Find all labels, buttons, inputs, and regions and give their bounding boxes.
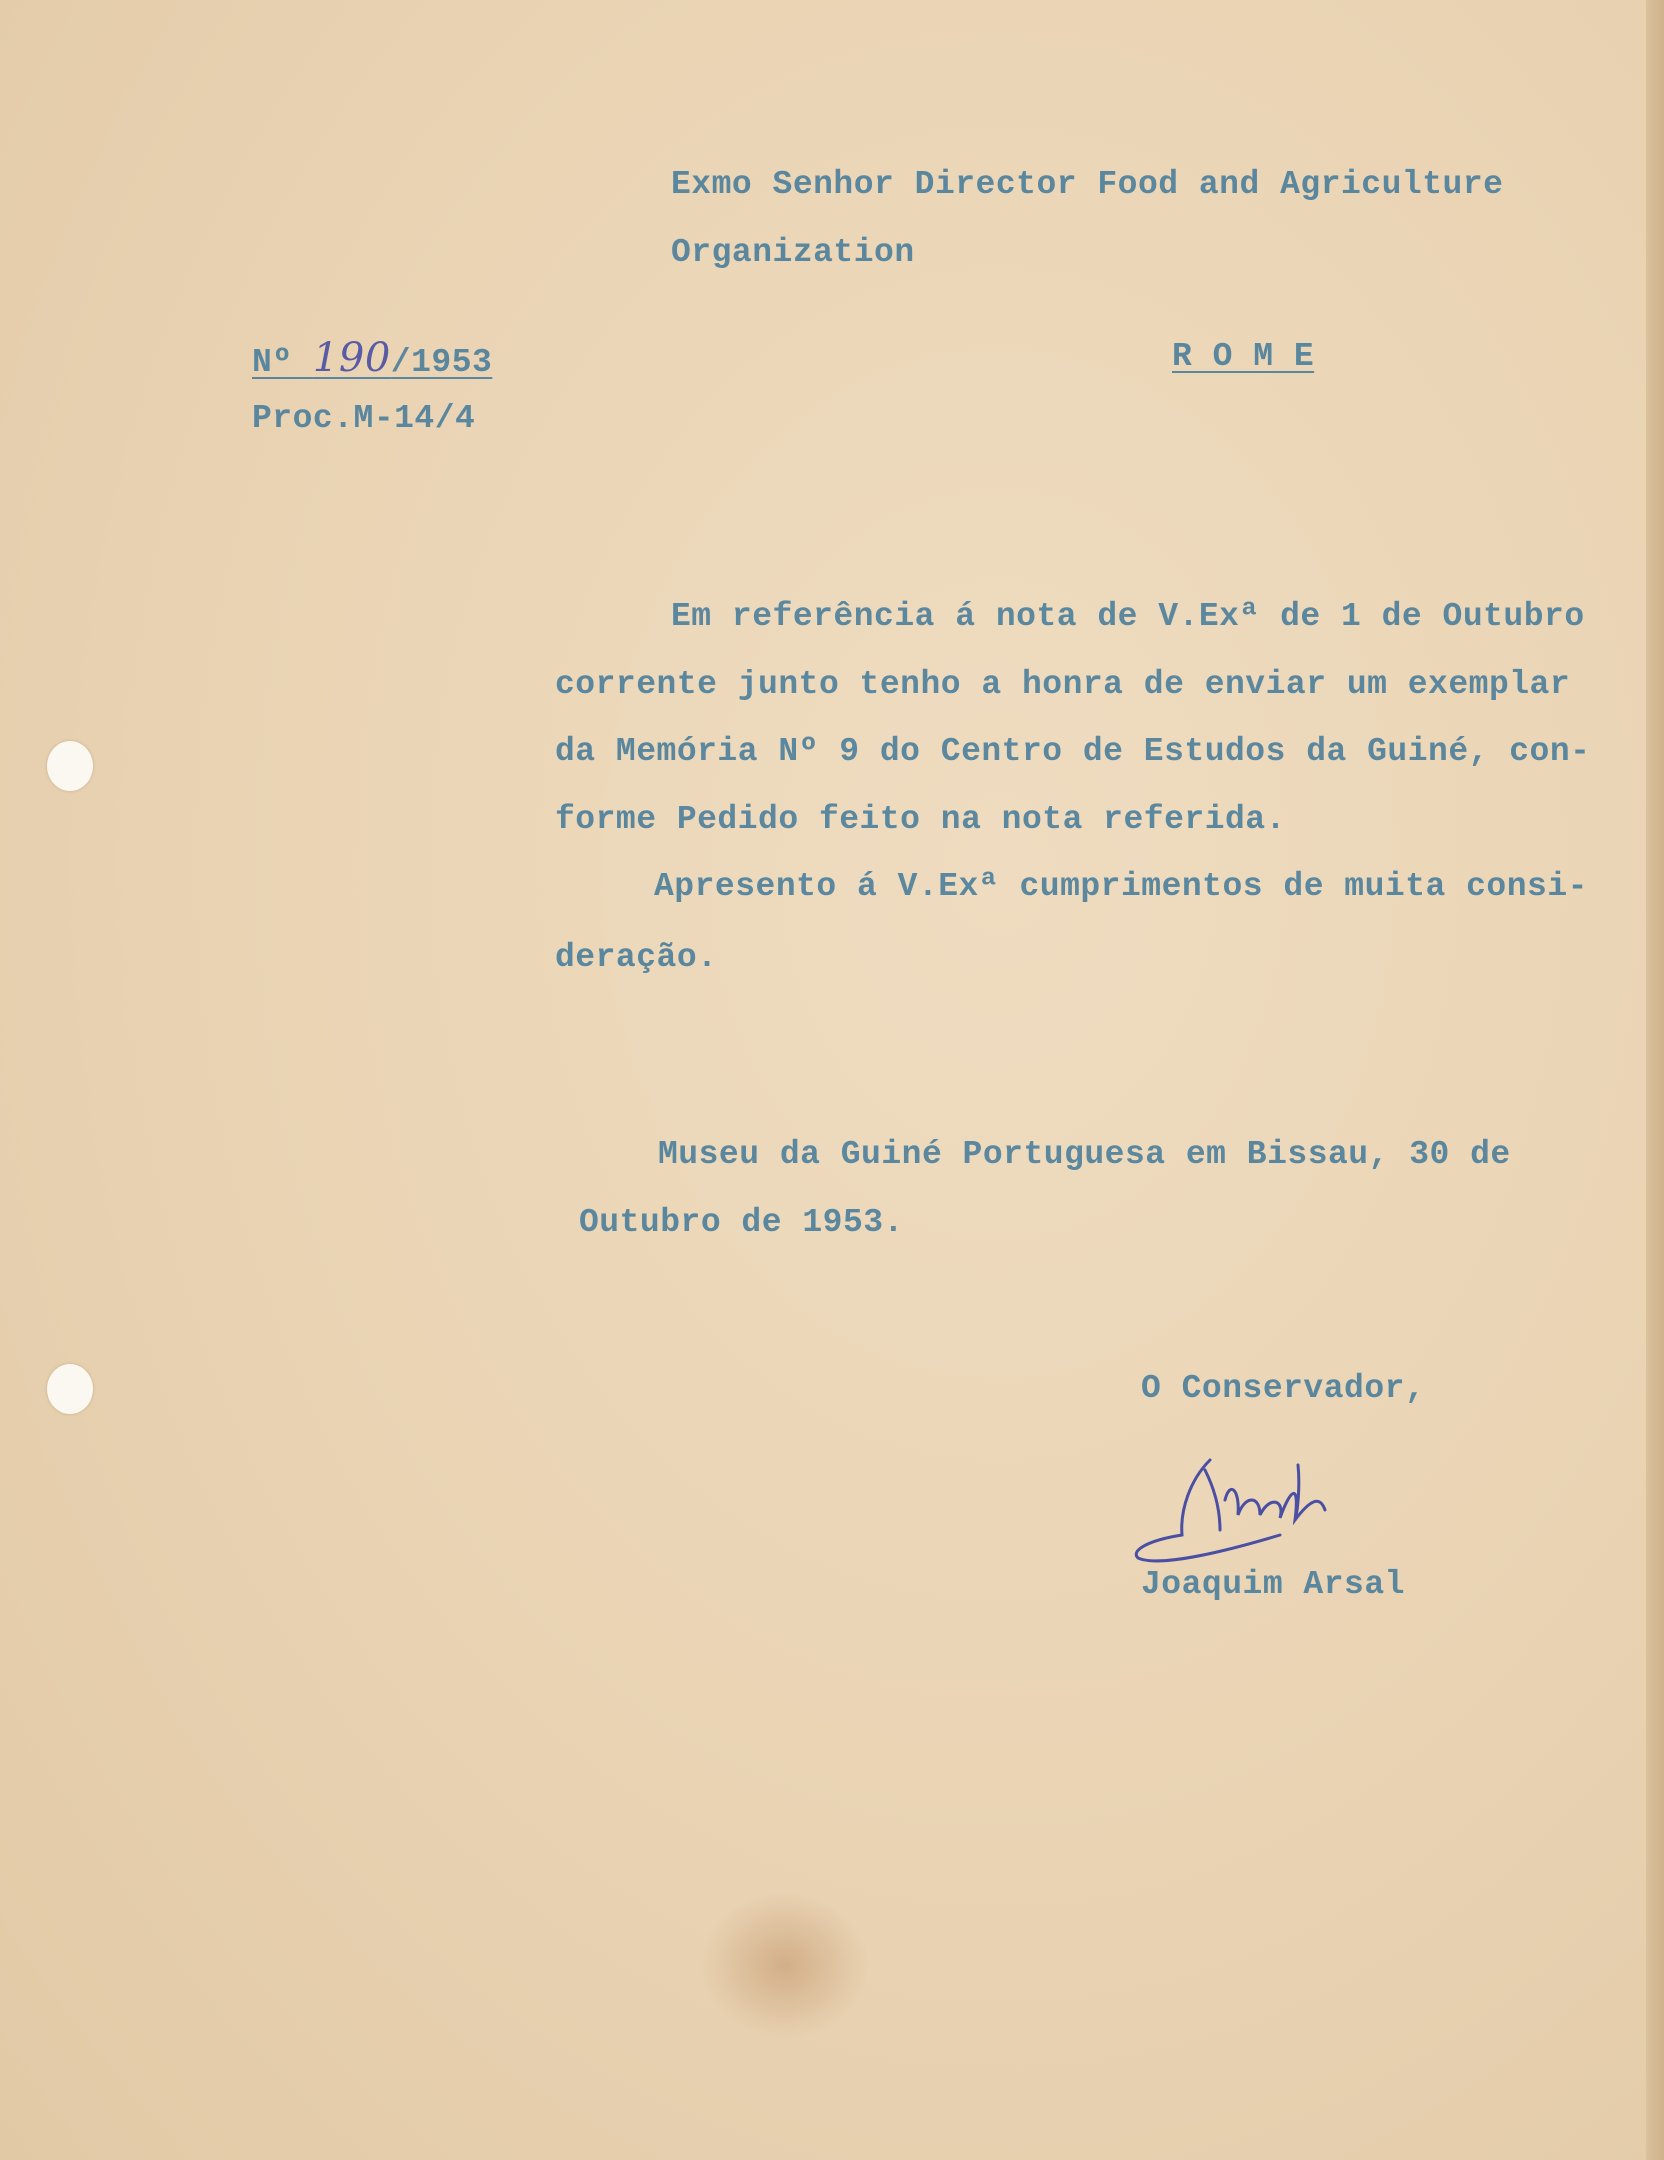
stain (700, 1890, 870, 2040)
place-date-line: Outubro de 1953. (579, 1204, 904, 1241)
punch-hole (47, 1364, 93, 1414)
handwritten-number: 190 (312, 335, 391, 381)
body-line: Apresento á V.Exª cumprimentos de muita consi- (654, 868, 1588, 905)
signatory-name: Joaquim Arsal (1141, 1566, 1405, 1603)
paper-edge (1646, 0, 1664, 2160)
closing-title: O Conservador, (1141, 1370, 1426, 1407)
body-line: forme Pedido feito na nota referida. (555, 801, 1286, 838)
addressee-line: Exmo Senhor Director Food and Agriculture (671, 166, 1504, 203)
body-line: deração. (555, 939, 718, 976)
addressee-city: R O M E (1172, 338, 1315, 375)
punch-hole (47, 741, 93, 791)
process-number: Proc.M-14/4 (252, 400, 476, 437)
body-line: da Memória Nº 9 do Centro de Estudos da Guiné, con- (555, 733, 1591, 770)
signature (1120, 1440, 1420, 1570)
addressee-line: Organization (671, 234, 915, 271)
reference-number (252, 335, 493, 381)
reference-year: /1953 (390, 344, 493, 381)
place-date-line: Museu da Guiné Portuguesa em Bissau, 30 de (658, 1136, 1511, 1173)
body-line: corrente junto tenho a honra de enviar um exemplar (555, 666, 1571, 703)
reference-prefix: Nº (252, 344, 313, 381)
body-line: Em referência á nota de V.Exª de 1 de Outubro (671, 598, 1585, 635)
